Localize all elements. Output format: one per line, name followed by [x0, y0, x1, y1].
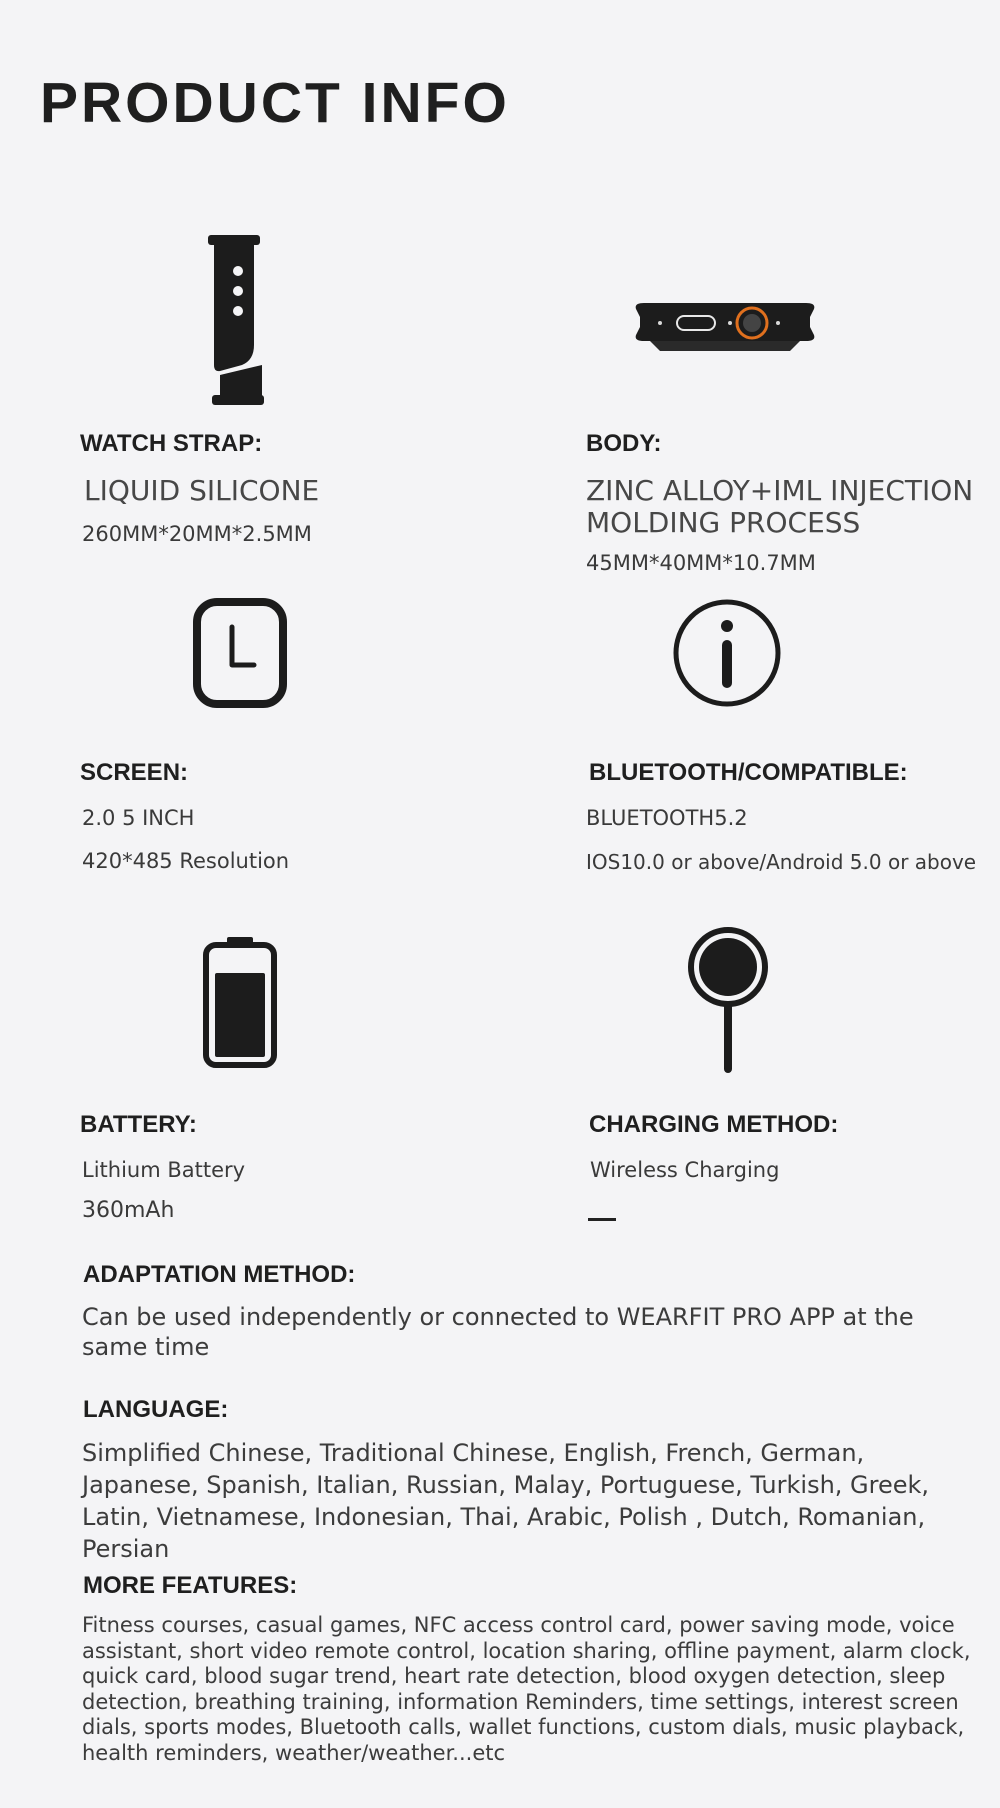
strap-label: WATCH STRAP: — [80, 430, 263, 457]
page-title: PRODUCT INFO — [40, 71, 510, 135]
bluetooth-label: BLUETOOTH/COMPATIBLE: — [589, 759, 908, 786]
screen-label: SCREEN: — [80, 759, 189, 786]
screen-size: 2.0 5 INCH — [82, 806, 195, 830]
divider-dash — [588, 1218, 616, 1221]
features-list: Fitness courses, casual games, NFC access control card, power saving mode, voice assistant, short video remote control, location sharing, offline payment, alarm clock, quick card, blood sugar trend, heart rate detection, blood oxygen detection, sleep detection, breathing training, information Reminders, time settings, interest screen dials, sports modes, Bluetooth calls, wallet functions, custom dials, music playback, health reminders, weather/weather...etc — [82, 1613, 971, 1765]
strap-dimensions: 260MM*20MM*2.5MM — [82, 522, 312, 546]
os-compatibility: IOS10.0 or above/Android 5.0 or above — [586, 850, 977, 874]
info-icon — [671, 597, 783, 709]
language-list: Simplified Chinese, Traditional Chinese, English, French, German, Japanese, Spanish, Italian, Russian, Malay, Portuguese, Turkish, Greek, Latin, Vietnamese, Indonesian, Thai, Arabic, Polish , Dutch, Romanian, Persian — [82, 1439, 930, 1563]
battery-icon — [202, 935, 278, 1069]
body-material-line2: MOLDING PROCESS — [586, 506, 861, 539]
battery-capacity: 360mAh — [82, 1198, 175, 1223]
language-label: LANGUAGE: — [83, 1396, 229, 1423]
charger-icon — [686, 925, 770, 1075]
adaptation-text: Can be used independently or connected to WEARFIT PRO APP at the same time — [82, 1303, 914, 1361]
features-label: MORE FEATURES: — [83, 1572, 298, 1599]
screen-resolution: 420*485 Resolution — [82, 849, 290, 873]
strap-material: LIQUID SILICONE — [84, 474, 320, 507]
screen-icon — [192, 597, 288, 709]
watch-strap-icon — [200, 235, 280, 405]
body-dimensions: 45MM*40MM*10.7MM — [586, 551, 816, 575]
body-material-line1: ZINC ALLOY+IML INJECTION — [586, 474, 974, 507]
bluetooth-version: BLUETOOTH5.2 — [586, 806, 748, 830]
battery-type: Lithium Battery — [82, 1158, 246, 1182]
body-label: BODY: — [586, 430, 662, 457]
battery-label: BATTERY: — [80, 1111, 197, 1138]
watch-body-icon — [630, 295, 820, 355]
adaptation-label: ADAPTATION METHOD: — [83, 1261, 356, 1288]
charging-label: CHARGING METHOD: — [589, 1111, 839, 1138]
charging-type: Wireless Charging — [590, 1158, 780, 1182]
